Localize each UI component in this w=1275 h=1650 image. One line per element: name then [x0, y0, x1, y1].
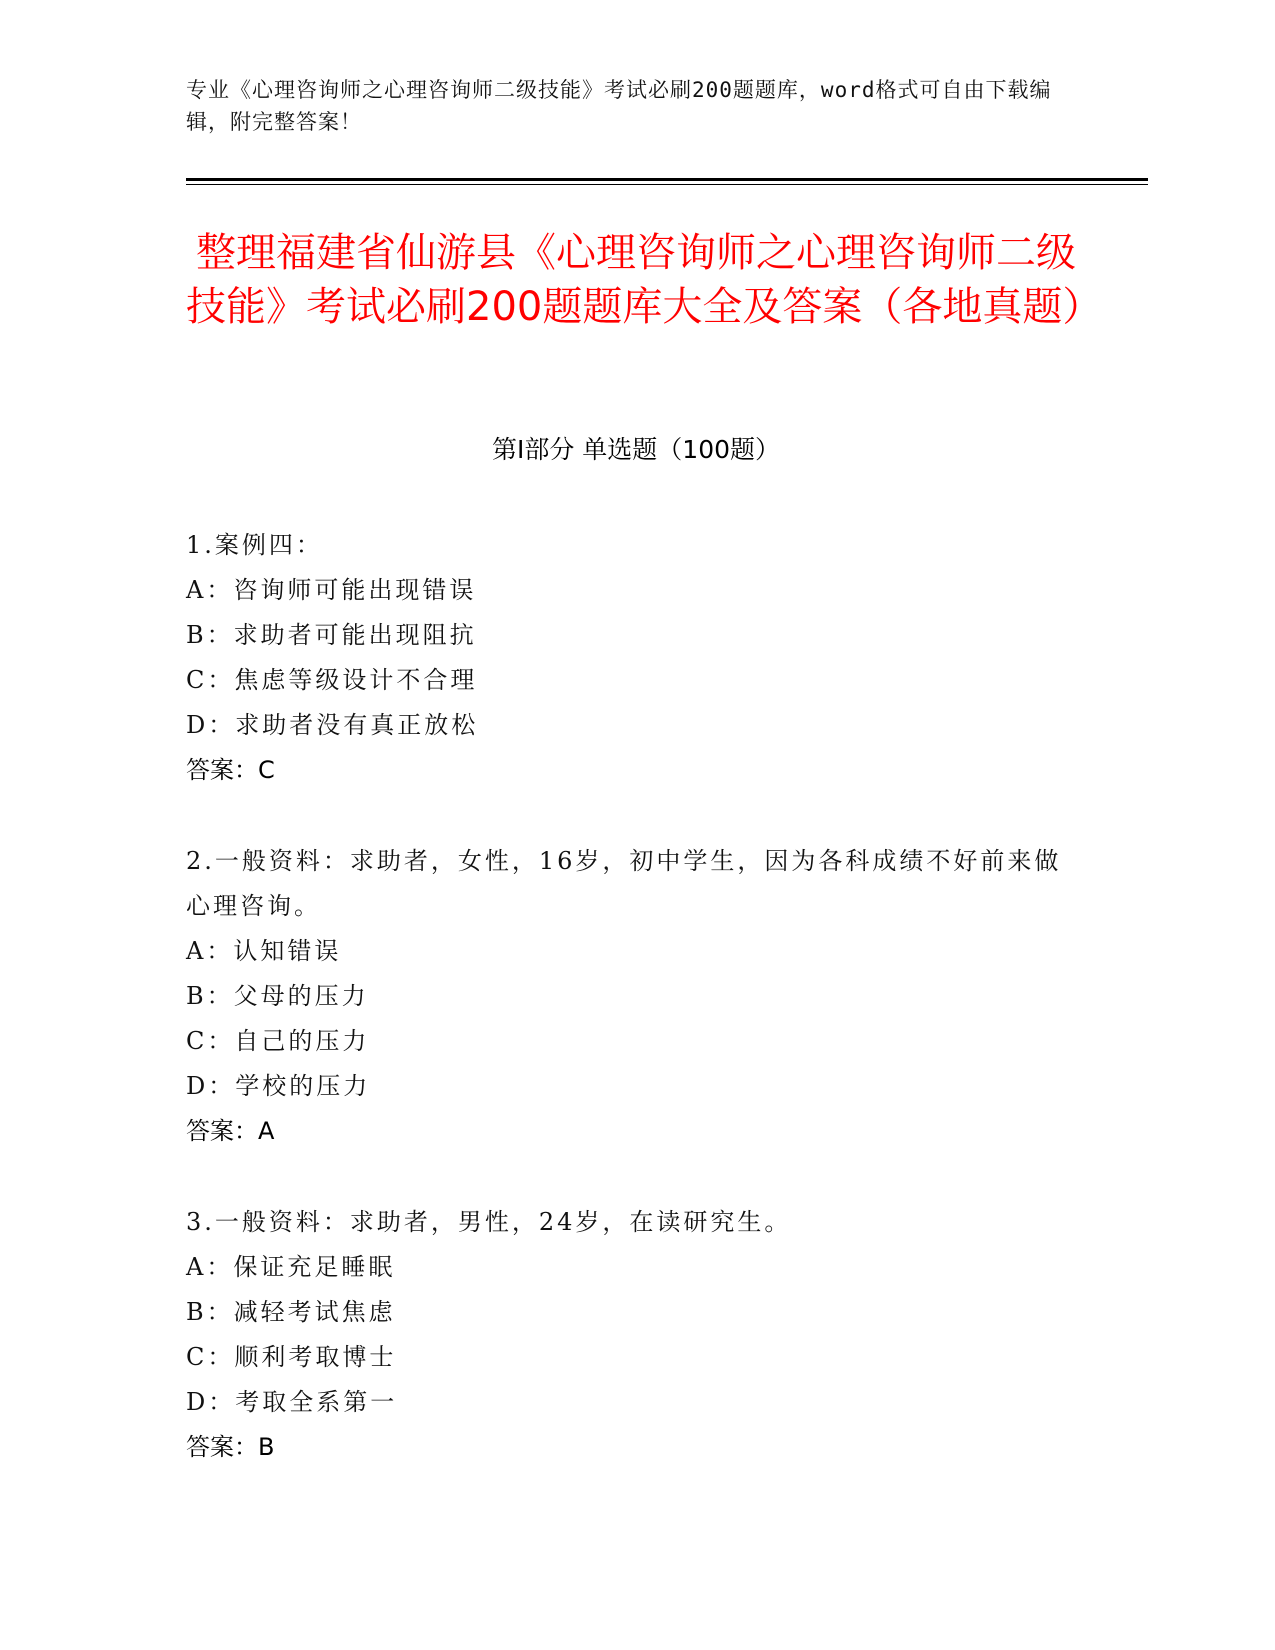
question-stem: 3.一般资料：求助者，男性，24岁，在读研究生。	[186, 1208, 792, 1236]
answer: 答案：C	[186, 756, 275, 784]
option-b: B：父母的压力	[186, 982, 369, 1010]
option-d: D：考取全系第一	[186, 1388, 398, 1416]
option-a: A：认知错误	[186, 937, 342, 965]
header-divider-thick	[186, 178, 1148, 181]
option-a: A：保证充足睡眠	[186, 1253, 396, 1281]
document-title: 整理福建省仙游县《心理咨询师之心理咨询师二级技能》考试必刷200题题库大全及答案（各地真题）	[186, 230, 1103, 330]
option-d: D：求助者没有真正放松	[186, 711, 479, 739]
question-stem: 2.一般资料：求助者，女性，16岁，初中学生，因为各科成绩不好前来做心理咨询。	[186, 847, 1062, 920]
option-c: C：焦虑等级设计不合理	[186, 666, 478, 694]
option-b: B：减轻考试焦虑	[186, 1298, 396, 1326]
option-a: A：咨询师可能出现错误	[186, 576, 477, 604]
option-c: C：顺利考取博士	[186, 1343, 397, 1371]
question-1	[186, 523, 1086, 793]
header-note: 专业《心理咨询师之心理咨询师二级技能》考试必刷200题题库，word格式可自由下载编辑，附完整答案！	[186, 78, 1052, 134]
question-3	[186, 1200, 1086, 1470]
question-stem: 1.案例四：	[186, 531, 323, 559]
option-d: D：学校的压力	[186, 1072, 371, 1100]
question-2	[186, 839, 1086, 1154]
header-divider-thin	[186, 184, 1148, 185]
section-heading: 第Ⅰ部分 单选题（100题）	[491, 435, 781, 464]
answer: 答案：B	[186, 1433, 275, 1461]
option-c: C：自己的压力	[186, 1027, 370, 1055]
option-b: B：求助者可能出现阻抗	[186, 621, 477, 649]
answer: 答案：A	[186, 1117, 275, 1145]
